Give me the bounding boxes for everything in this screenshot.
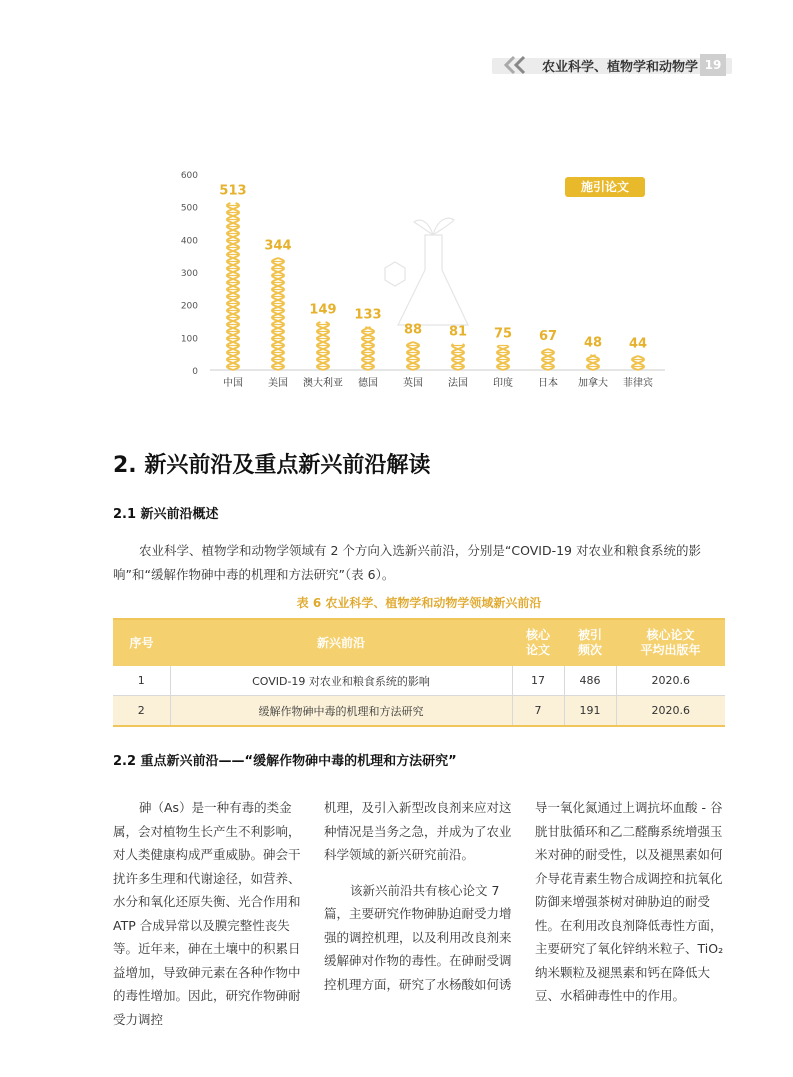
table-header: 新兴前沿 (170, 619, 512, 666)
table-header: 核心论文 平均出版年 (616, 619, 725, 666)
x-tick-label: 德国 (358, 378, 378, 389)
data-label: 149 (309, 302, 337, 318)
data-label: 88 (403, 322, 423, 338)
data-label: 81 (448, 324, 468, 340)
table-header: 序号 (113, 619, 170, 666)
data-label: 44 (628, 336, 648, 352)
x-tick-label: 澳大利亚 (303, 378, 343, 389)
bar (317, 322, 329, 370)
x-tick-label: 菲律宾 (623, 378, 653, 389)
data-label: 344 (264, 238, 292, 254)
legend-badge (565, 177, 645, 197)
x-axis (223, 376, 653, 389)
y-tick-label: 0 (192, 367, 198, 377)
table-cell: 2020.6 (616, 666, 725, 696)
paragraph: 该新兴前沿共有核心论文 7 篇，主要研究作物砷胁迫耐受力增强的调控机理，以及利用改良剂来缓解砷对作物的毒性。在砷耐受调控机理方面，研究了水杨酸如何诱 (324, 882, 512, 992)
paragraph: 导一氧化氮通过上调抗坏血酸 - 谷胱甘肽循环和乙二醛酶系统增强玉米对砷的耐受性，以及褪黑素如何介导花青素生物合成调控和抗氧化防御来增强茶树对砷胁迫的耐受性。在利用改良剂降低毒性方面，主要研究了氧化锌纳米粒子、TiO₂ 纳米颗粒及褪黑素和钙在降低大豆、水稻砷毒性中的作用。 (535, 800, 724, 1003)
x-tick-label: 印度 (493, 378, 513, 389)
bar (587, 355, 599, 370)
bar (227, 203, 239, 370)
table-cell: 缓解作物砷中毒的机理和方法研究 (170, 696, 512, 727)
bar (542, 349, 554, 370)
table-cell: 1 (113, 666, 170, 696)
table-header: 核心 论文 (512, 619, 564, 666)
paragraph: 砷（As）是一种有毒的类金属，会对植物生长产生不利影响，对人类健康构成严重威胁。砷会干扰许多生理和代谢途径，如营养、水分和氧化还原失衡、光合作用和 ATP 合成异常以及膜完整性丧失等。近年来，砷在土壤中的积累日益增加，导致砷元素在各种作物中的毒性增加。因此，研究作物砷耐受力调控 (113, 800, 301, 1027)
double-chevron-icon (500, 55, 536, 75)
data-label: 513 (219, 183, 247, 199)
y-tick-label: 600 (180, 171, 198, 181)
text-column-3 (535, 796, 725, 1020)
data-label: 133 (354, 307, 382, 323)
data-label: 48 (583, 335, 603, 351)
x-tick-label: 日本 (538, 378, 558, 389)
text-column-1 (113, 796, 303, 1043)
table-cell: COVID-19 对农业和粮食系统的影响 (170, 666, 512, 696)
running-header (500, 53, 730, 79)
table-caption: 表 6 农业科学、植物学和动物学领域新兴前沿 (296, 596, 542, 610)
bar (362, 327, 374, 370)
table-cell: 191 (564, 696, 616, 727)
y-tick-label: 500 (180, 203, 198, 214)
data-label: 75 (493, 326, 513, 342)
subsection-title-2-2: 2.2 重点新兴前沿——“缓解作物砷中毒的机理和方法研究” (113, 754, 457, 769)
table-header: 被引 频次 (564, 619, 616, 666)
y-tick-label: 200 (180, 301, 198, 312)
header-title: 农业科学、植物学和动物学 (542, 60, 699, 75)
y-tick-label: 100 (180, 334, 198, 345)
chart-watermark-icon (385, 218, 468, 325)
table-cell: 17 (512, 666, 564, 696)
x-tick-label: 美国 (268, 378, 288, 389)
table-cell: 2 (113, 696, 170, 727)
bar (272, 258, 284, 370)
paragraph: 机理，及引入新型改良剂来应对这种情况是当务之急，并成为了农业科学领域的新兴研究前沿。 (324, 800, 512, 862)
x-tick-label: 法国 (448, 378, 468, 389)
section-title: 2. 新兴前沿及重点新兴前沿解读 (113, 453, 431, 478)
x-tick-label: 加拿大 (578, 378, 608, 389)
bar (632, 356, 644, 370)
subsection-title-2-1: 2.1 新兴前沿概述 (113, 507, 219, 522)
x-tick-label: 中国 (223, 378, 243, 389)
x-tick-label: 英国 (403, 378, 423, 389)
y-tick-label: 400 (180, 236, 198, 247)
y-tick-label: 300 (180, 269, 198, 279)
bar (407, 342, 419, 370)
text-column-2 (324, 796, 514, 1008)
page-number: 19 (700, 54, 726, 76)
table-cell: 486 (564, 666, 616, 696)
table-row (113, 696, 725, 727)
table-cell: 2020.6 (616, 696, 725, 727)
table-cell: 7 (512, 696, 564, 727)
legend-label: 施引论文 (580, 180, 629, 194)
table-row (113, 666, 725, 696)
bar (497, 346, 509, 371)
bar (452, 344, 464, 370)
data-label: 67 (538, 329, 558, 345)
overview-paragraph: 农业科学、植物学和动物学领域有 2 个方向入选新兴前沿，分别是“COVID-19 对农业和粮食系统的影响”和“缓解作物砷中毒的机理和方法研究”（表 6）。 (113, 543, 701, 582)
bars (219, 183, 647, 370)
emerging-fronts-table (113, 618, 725, 727)
